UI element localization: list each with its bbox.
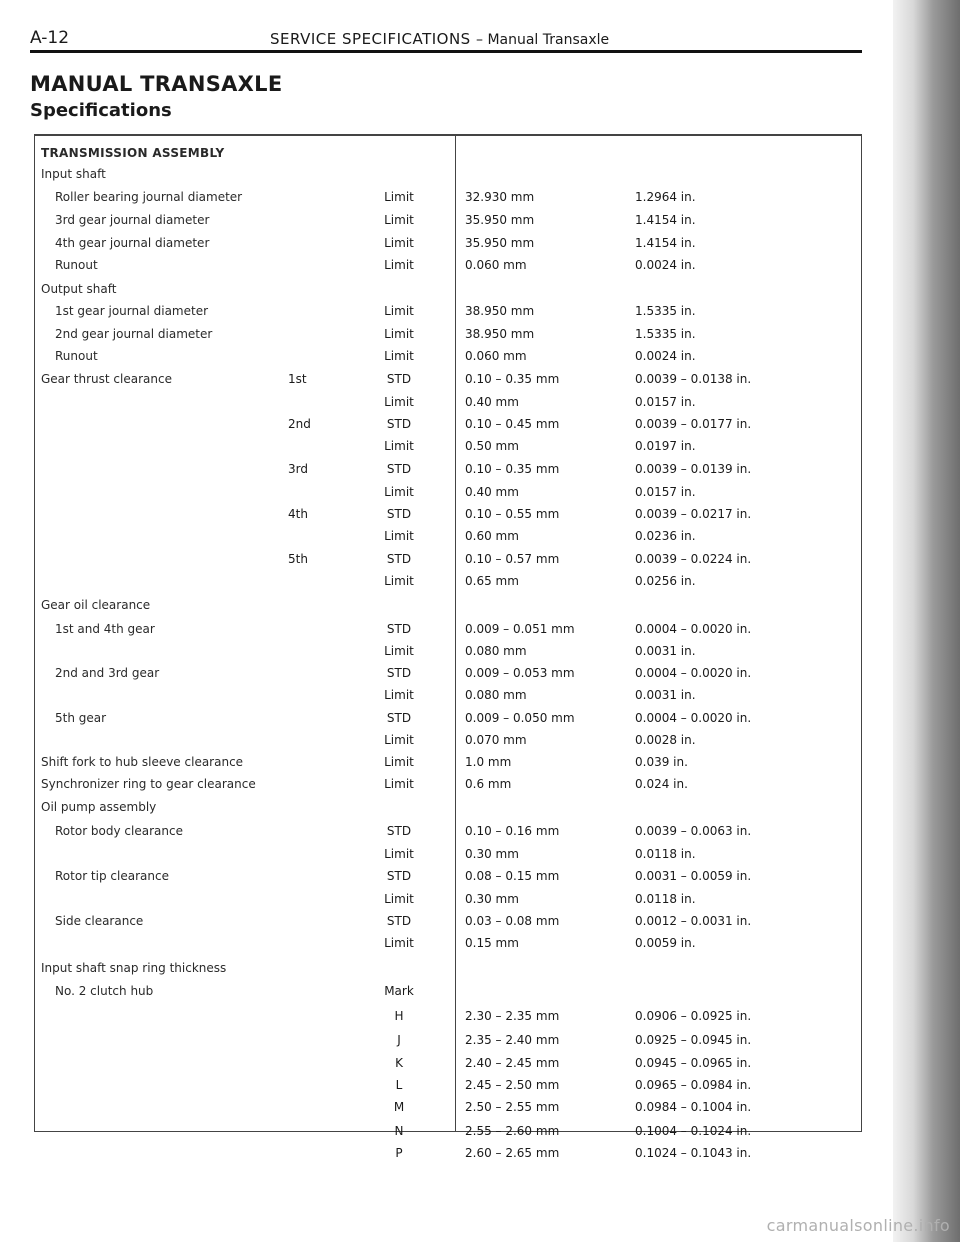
value-mm: 0.070 mm [465,733,527,747]
value-mm: 1.0 mm [465,755,512,769]
value-mm: 0.50 mm [465,439,519,453]
value-mm: 35.950 mm [465,213,535,227]
value-mm: 0.60 mm [465,529,519,543]
value-mm: 0.009 – 0.050 mm [465,711,575,725]
spec-type: P [395,1146,403,1160]
value-inch: 0.0039 – 0.0138 in. [635,372,752,386]
value-mm: 35.950 mm [465,236,535,250]
spec-label: Gear oil clearance [41,598,151,612]
spec-type: Limit [384,304,414,318]
spec-type: Mark [384,984,414,998]
spec-label: 1st gear journal diameter [55,304,209,318]
spec-type: STD [386,372,412,386]
spec-label: 2nd and 3rd gear [55,666,160,680]
spec-type: Limit [384,847,414,861]
spec-type: Limit [384,395,414,409]
watermark: carmanualsonline.info [766,1216,950,1235]
value-mm: 0.15 mm [465,936,519,950]
value-inch: 1.4154 in. [635,213,696,227]
value-inch: 0.039 in. [635,755,688,769]
spec-label: Synchronizer ring to gear clearance [41,777,256,791]
spec-type: L [395,1078,403,1092]
value-inch: 0.0965 – 0.0984 in. [635,1078,752,1092]
spec-type: Limit [384,755,414,769]
value-mm: 0.10 – 0.55 mm [465,507,560,521]
value-inch: 0.0031 – 0.0059 in. [635,869,752,883]
spec-label: Shift fork to hub sleeve clearance [41,755,244,769]
value-inch: 0.0039 – 0.0217 in. [635,507,752,521]
value-mm: 0.10 – 0.35 mm [465,372,560,386]
page-header [30,28,860,50]
spec-type: Limit [384,485,414,499]
spec-label: Oil pump assembly [41,800,157,814]
value-inch: 0.0256 in. [635,574,696,588]
spec-type: STD [386,462,412,476]
value-inch: 0.0024 in. [635,258,696,272]
value-inch: 0.0004 – 0.0020 in. [635,711,752,725]
value-mm: 2.30 – 2.35 mm [465,1009,560,1023]
value-inch: 0.0004 – 0.0020 in. [635,622,752,636]
value-mm: 2.45 – 2.50 mm [465,1078,560,1092]
value-mm: 0.10 – 0.45 mm [465,417,560,431]
value-mm: 0.40 mm [465,395,519,409]
spec-type: Limit [384,574,414,588]
spec-type: Limit [384,936,414,950]
value-mm: 0.10 – 0.57 mm [465,552,560,566]
value-inch: 0.0984 – 0.1004 in. [635,1100,752,1114]
binder-edge [893,0,960,1242]
value-mm: 0.080 mm [465,644,527,658]
spec-label: Side clearance [55,914,144,928]
spec-label: Gear thrust clearance [41,372,172,386]
value-inch: 0.024 in. [635,777,688,791]
value-mm: 0.30 mm [465,847,519,861]
value-mm: 32.930 mm [465,190,535,204]
value-mm: 0.080 mm [465,688,527,702]
gear-label: 3rd [288,462,308,476]
value-inch: 0.0028 in. [635,733,696,747]
value-inch: 1.2964 in. [635,190,696,204]
value-inch: 0.0945 – 0.0965 in. [635,1056,752,1070]
page-number: A-12 [30,28,70,48]
value-mm: 38.950 mm [465,304,535,318]
spec-label: No. 2 clutch hub [55,984,154,998]
spec-type: Limit [384,258,414,272]
spec-type: Limit [384,439,414,453]
spec-type: STD [386,552,412,566]
spec-label: Rotor body clearance [55,824,183,838]
value-mm: 2.40 – 2.45 mm [465,1056,560,1070]
spec-type: Limit [384,349,414,363]
value-inch: 0.1024 – 0.1043 in. [635,1146,752,1160]
spec-type: STD [386,666,412,680]
spec-type: K [395,1056,403,1070]
spec-type: STD [386,622,412,636]
spec-type: Limit [384,529,414,543]
value-inch: 0.0925 – 0.0945 in. [635,1033,752,1047]
spec-type: STD [386,869,412,883]
value-inch: 1.5335 in. [635,304,696,318]
header-subtitle: – Manual Transaxle [476,32,610,48]
spec-type: Limit [384,892,414,906]
spec-label: Input shaft [41,167,106,181]
value-inch: 0.1004 – 0.1024 in. [635,1124,752,1138]
spec-type: STD [386,711,412,725]
spec-type: Limit [384,327,414,341]
value-inch: 0.0906 – 0.0925 in. [635,1009,752,1023]
spec-type: M [393,1100,405,1114]
gear-label: 5th [288,552,308,566]
value-mm: 0.40 mm [465,485,519,499]
specifications-table [34,134,862,1160]
value-mm: 2.50 – 2.55 mm [465,1100,560,1114]
spec-type: STD [386,914,412,928]
value-inch: 0.0118 in. [635,892,696,906]
header-rule [30,50,862,53]
spec-type: Limit [384,733,414,747]
value-mm: 0.65 mm [465,574,519,588]
value-mm: 0.009 – 0.053 mm [465,666,575,680]
value-mm: 2.55 – 2.60 mm [465,1124,560,1138]
header-title [270,30,609,48]
value-inch: 0.0039 – 0.0139 in. [635,462,752,476]
value-mm: 0.10 – 0.35 mm [465,462,560,476]
spec-label: 3rd gear journal diameter [55,213,210,227]
value-inch: 0.0012 – 0.0031 in. [635,914,752,928]
value-mm: 0.6 mm [465,777,512,791]
spec-type: Limit [384,688,414,702]
section-subtitle: Specifications [30,100,172,121]
value-inch: 0.0157 in. [635,485,696,499]
spec-type: J [397,1033,401,1047]
value-inch: 1.5335 in. [635,327,696,341]
value-mm: 0.060 mm [465,258,527,272]
spec-label: Runout [55,349,98,363]
value-inch: 0.0039 – 0.0063 in. [635,824,752,838]
spec-type: H [394,1009,404,1023]
spec-type: N [394,1124,404,1138]
value-mm: 2.60 – 2.65 mm [465,1146,560,1160]
spec-label: 4th gear journal diameter [55,236,210,250]
gear-label: 1st [288,372,307,386]
spec-type: Limit [384,644,414,658]
section-title: MANUAL TRANSAXLE [30,72,283,96]
value-mm: 0.30 mm [465,892,519,906]
value-inch: 0.0004 – 0.0020 in. [635,666,752,680]
value-inch: 1.4154 in. [635,236,696,250]
value-inch: 0.0118 in. [635,847,696,861]
value-inch: 0.0197 in. [635,439,696,453]
column-divider [455,136,456,1131]
header-title-main: SERVICE SPECIFICATIONS [270,30,471,48]
spec-type: Limit [384,236,414,250]
spec-label: Roller bearing journal diameter [55,190,243,204]
spec-label: Output shaft [41,282,117,296]
value-inch: 0.0039 – 0.0177 in. [635,417,752,431]
spec-type: Limit [384,777,414,791]
value-inch: 0.0236 in. [635,529,696,543]
spec-label: Input shaft snap ring thickness [41,961,227,975]
spec-label: TRANSMISSION ASSEMBLY [41,146,225,160]
value-inch: 0.0059 in. [635,936,696,950]
spec-label: 2nd gear journal diameter [55,327,213,341]
value-inch: 0.0039 – 0.0224 in. [635,552,752,566]
value-inch: 0.0157 in. [635,395,696,409]
value-mm: 0.08 – 0.15 mm [465,869,560,883]
value-mm: 0.009 – 0.051 mm [465,622,575,636]
spec-label: 5th gear [55,711,107,725]
spec-type: STD [386,507,412,521]
spec-type: STD [386,417,412,431]
value-mm: 0.03 – 0.08 mm [465,914,560,928]
value-inch: 0.0024 in. [635,349,696,363]
value-inch: 0.0031 in. [635,644,696,658]
gear-label: 4th [288,507,308,521]
spec-type: STD [386,824,412,838]
spec-label: 1st and 4th gear [55,622,155,636]
value-mm: 38.950 mm [465,327,535,341]
spec-type: Limit [384,190,414,204]
value-mm: 0.060 mm [465,349,527,363]
spec-label: Runout [55,258,98,272]
gear-label: 2nd [288,417,311,431]
spec-type: Limit [384,213,414,227]
value-mm: 0.10 – 0.16 mm [465,824,560,838]
value-mm: 2.35 – 2.40 mm [465,1033,560,1047]
spec-label: Rotor tip clearance [55,869,169,883]
value-inch: 0.0031 in. [635,688,696,702]
